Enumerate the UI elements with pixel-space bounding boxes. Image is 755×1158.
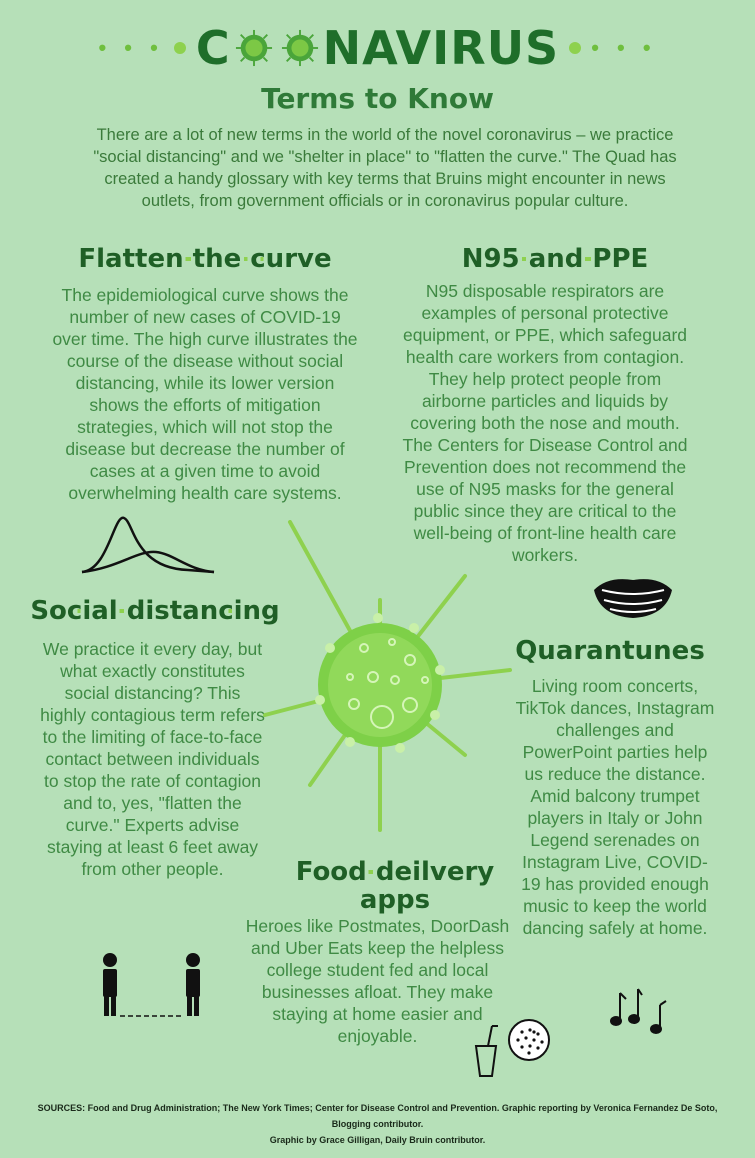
dots-right-decoration: • • • — [591, 35, 657, 60]
section-body-social: We practice it every day, but what exactly constitutes social distancing? This highly contagious term refers to the limiting of face-to-face contact between individuals to stop the rate of contagion and to, yes, "flatten the curve." Experts advise staying at least 6 feet away from other people. — [40, 639, 265, 879]
music-notes-icon — [608, 985, 670, 1037]
section-body-n95: N95 disposable respirators are examples of personal protective equipment, or PPE, which safeguard health care workers from contagion. They help protect people from airborne particles and liquids by covering both the nose and mouth. The Centers for Disease Control and Prevention does not recommend the use of N95 masks for the general public since they are critical to the well-being of front-line health care workers. — [402, 281, 688, 565]
dots-left-decoration: • • • — [98, 35, 164, 60]
mask-icon — [588, 572, 678, 622]
sources-line2: Graphic by Grace Gilligan, Daily Bruin contributor. — [269, 1135, 486, 1145]
section-title-n95: N95 and PPE — [461, 244, 649, 274]
virus-o-icon — [235, 29, 273, 67]
dot-right-decoration — [569, 42, 581, 54]
page-title — [196, 21, 559, 75]
virus-o-icon-2 — [281, 29, 319, 67]
intro-text: There are a lot of new terms in the world of the novel coronavirus – we practice "social distancing" and we "shelter in place" to "flatten the curve." The Quad has created a handy glossary with key terms that Bruins might encounter in news outlets, from government officials or in coronavirus popular culture. — [93, 126, 677, 210]
food-title-line1: Food deilvery — [295, 857, 495, 887]
section-title-quarantunes: Quarantunes — [515, 636, 705, 666]
subtitle: Terms to Know — [261, 82, 494, 115]
section-body-flatten: The epidemiological curve shows the number of new cases of COVID-19 over time. The high curve illustrates the course of the disease without social distancing, while its lower version shows the efforts of mitigation strategies, which will not stop the disease but decrease the number of cases at a given time to avoid overwhelming health care systems. — [52, 285, 358, 503]
drink-icon — [476, 1026, 498, 1076]
food-title-line2: apps — [359, 885, 431, 915]
title-right-text: NAVIRUS — [322, 21, 560, 75]
curve-icon — [78, 512, 218, 580]
section-body-quarantunes: Living room concerts, TikTok dances, Instagram challenges and PowerPoint parties help us reduce the distance. Amid balcony trumpet players in Italy or John Legend serenades on Instagram Live, COVID-19 has provided enough music to keep the world dancing safely at home. — [515, 676, 715, 938]
sources-line1: SOURCES: Food and Drug Administration; The New York Times; Center for Disease Control and Prevention. Graphic reporting by Veronica Fernandez De Soto, Blogging contributor. — [37, 1103, 718, 1129]
people-icon — [98, 952, 208, 1022]
sources-footer — [20, 1100, 735, 1148]
virus-icon — [250, 520, 550, 850]
food-icons — [472, 1018, 562, 1082]
section-body-food: Heroes like Postmates, DoorDash and Uber Eats keep the helpless college student fed and local businesses afloat. They make staying at home easier and enjoyable. — [245, 916, 510, 1046]
section-title-flatten: Flatten the curve — [78, 244, 332, 274]
section-title-social: Social distancing — [30, 596, 280, 626]
section-title-food — [280, 858, 510, 914]
dot-left-decoration — [174, 42, 186, 54]
header — [0, 18, 755, 78]
pizza-icon — [509, 1020, 549, 1060]
title-left-text: C — [195, 21, 231, 75]
